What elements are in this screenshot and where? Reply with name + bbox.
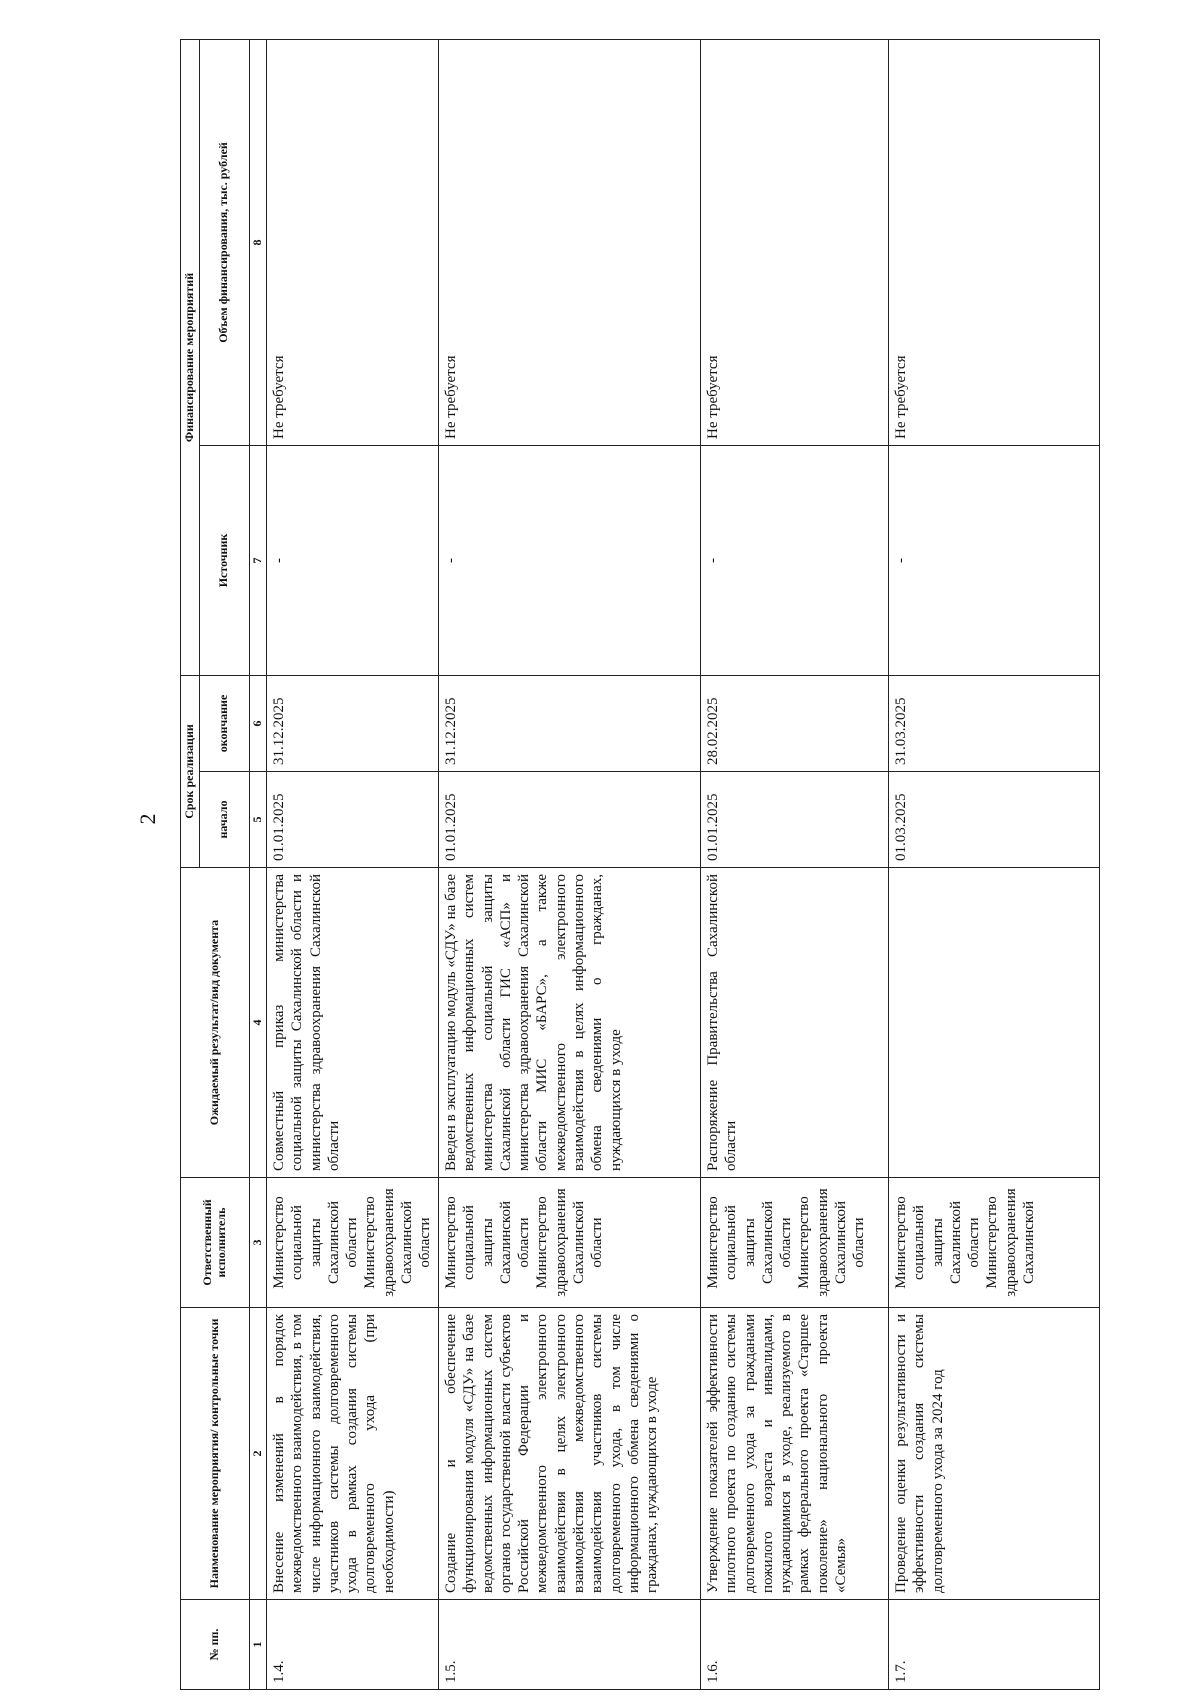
row-end: 28.02.2025 — [700, 675, 888, 771]
table-row — [888, 39, 1099, 1689]
row-num: 1.5. — [438, 1600, 700, 1690]
row-num: 1.7. — [888, 1600, 1099, 1690]
column-number: 6 — [249, 675, 266, 771]
row-responsible: Министерство социальной защиты Сахалинской области Министерство здравоохранения Сахалинской области — [438, 1178, 700, 1308]
row-num: 1.6. — [700, 1600, 888, 1690]
header-num: № пп. — [181, 1600, 250, 1690]
row-num: 1.4. — [266, 1600, 438, 1690]
rotated-table-wrapper — [180, 40, 1100, 1690]
row-source: - — [700, 445, 888, 675]
row-name: Утверждение показателей эффективности пилотного проекта по созданию системы долговременного ухода за гражданами пожилого возраста и инвалидами, нуждающимися в уходе, реализуемого в рамках федерального проекта «Старшее поколение» национального проекта «Семья» — [700, 1308, 888, 1600]
row-volume: Не требуется — [888, 39, 1099, 445]
row-responsible: Министерство социальной защиты Сахалинской области Министерство здравоохранения Сахалинской — [892, 1188, 1038, 1297]
row-responsible: Министерство социальной защиты Сахалинской области Министерство здравоохранения Сахалинской области — [700, 1178, 888, 1308]
header-source: Источник — [199, 445, 249, 675]
column-number-row — [249, 39, 266, 1689]
table-row — [438, 39, 700, 1689]
header-result: Ожидаемый результат/вид документа — [181, 868, 250, 1178]
table-body — [266, 39, 1099, 1689]
row-result — [888, 868, 1099, 1178]
row-result: Совместный приказ министерства социальной защиты Сахалинской области и министерства здравоохранения Сахалинской области — [266, 868, 438, 1178]
column-number: 5 — [249, 772, 266, 868]
header-financing: Финансирование мероприятий — [181, 39, 200, 675]
row-end: 31.03.2025 — [888, 675, 1099, 771]
row-volume: Не требуется — [266, 39, 438, 445]
header-period-start: начало — [199, 772, 249, 868]
row-name: Создание и обеспечение функционирования модуля «СДУ» на базе ведомственных информационных систем органов государственной власти субъектов Российской Федерации и межведомственного электронного взаимодействия в целях электронного взаимодействия межведомственного взаимодействия участников системы долговременного ухода, в том числе информационного обмена сведениями о гражданах, нуждающихся в уходе — [438, 1308, 700, 1600]
row-volume: Не требуется — [700, 39, 888, 445]
row-start: 01.03.2025 — [888, 772, 1099, 868]
row-source: - — [438, 445, 700, 675]
table-row — [266, 39, 438, 1689]
row-end: 31.12.2025 — [266, 675, 438, 771]
table-row — [700, 39, 888, 1689]
header-name: Наименование мероприятия/ контрольные точки — [181, 1308, 250, 1600]
header-period: Срок реализации — [181, 675, 200, 867]
table-header — [181, 39, 250, 1689]
row-result: Распоряжение Правительства Сахалинской области — [700, 868, 888, 1178]
row-responsible: Министерство социальной защиты Сахалинской области Министерство здравоохранения Сахалинской области — [266, 1178, 438, 1308]
header-period-end: окончание — [199, 675, 249, 771]
row-source: - — [266, 445, 438, 675]
row-responsible-cell — [888, 1178, 1099, 1308]
column-number: 3 — [249, 1178, 266, 1308]
row-volume: Не требуется — [438, 39, 700, 445]
column-number: 1 — [249, 1600, 266, 1690]
column-number: 2 — [249, 1308, 266, 1600]
row-name: Проведение оценки результативности и эффективности создания системы долговременного ухода за 2024 год — [888, 1308, 1099, 1600]
column-number: 4 — [249, 868, 266, 1178]
header-responsible: Ответственный исполнитель — [181, 1178, 250, 1308]
row-name: Внесение изменений в порядок межведомственного взаимодействия, в том числе информационного взаимодействия, участников системы долговременного ухода в рамках создания системы долговременного ухода (при необходимости) — [266, 1308, 438, 1600]
row-result: Введен в эксплуатацию модуль «СДУ» на базе ведомственных информационных систем министерства социальной защиты Сахалинской области ГИС «АСП» и министерства здравоохранения Сахалинской области МИС «БАРС», а также межведомственного электронного взаимодействия в целях информационного обмена сведениями о гражданах, нуждающихся в уходе — [438, 868, 700, 1178]
column-number: 7 — [249, 445, 266, 675]
row-start: 01.01.2025 — [700, 772, 888, 868]
column-number: 8 — [249, 39, 266, 445]
row-end: 31.12.2025 — [438, 675, 700, 771]
row-start: 01.01.2025 — [266, 772, 438, 868]
row-source: - — [888, 445, 1099, 675]
header-volume: Объем финансирования, тыс. рублей — [199, 39, 249, 445]
row-start: 01.01.2025 — [438, 772, 700, 868]
page-number: 2 — [135, 813, 160, 825]
action-plan-table — [180, 39, 1100, 1690]
